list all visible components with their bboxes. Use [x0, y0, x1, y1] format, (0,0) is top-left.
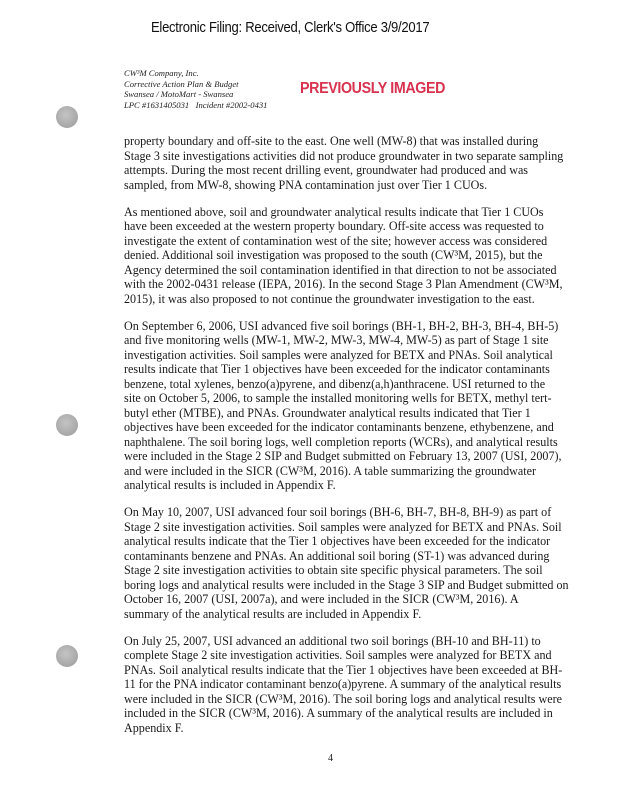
text-line: On September 6, 2006, USI advanced five soil borings (BH-1, BH-2, BH-3, BH-4, BH-5) — [124, 318, 559, 333]
header-line: CW³M Company, Inc. — [124, 68, 199, 78]
text-line: benzene, total xylenes, benzo(a)pyrene, and dibenz(a,h)anthracene. USI returned to the — [124, 376, 546, 391]
text-line: attempts. During the most recent drilling event, groundwater had produced and was — [124, 163, 529, 177]
text-line: On July 25, 2007, USI advanced an additional two soil borings (BH-10 and BH-11) to — [124, 633, 541, 648]
text-line: 11 for the PNA indicator contaminant benzo(a)pyrene. A summary of the analytical results — [124, 677, 562, 691]
paragraph — [124, 318, 562, 493]
header-line: LPC #1631405031 Incident #2002-0431 — [124, 99, 268, 110]
text-line: contaminants benzene and PNAs. An additional soil boring (ST-1) was advanced during — [124, 548, 550, 563]
text-line: objectives have been exceeded for the indicator contaminants benzene, ethybenzene, and — [124, 420, 554, 434]
text-line: As mentioned above, soil and groundwater analytical results indicate that Tier 1 CUOs — [124, 204, 544, 219]
text-line: were included in the SICR (CW³M, 2016). The soil boring logs and analytical results were — [124, 691, 563, 706]
text-line: analytical results is included in Appendix F. — [124, 478, 336, 492]
text-line: boring logs and analytical results were included in the Stage 3 SIP and Budget submitted on — [124, 577, 569, 592]
punch-hole — [56, 106, 78, 128]
header-line: Corrective Action Plan & Budget — [124, 78, 239, 89]
punch-hole — [56, 414, 78, 436]
text-line: and were included in the SICR (CW³M, 2016). A table summarizing the groundwater — [124, 463, 537, 478]
text-line: Appendix F. — [124, 720, 184, 735]
text-line: were included in the Stage 2 SIP and Budget submitted on February 13, 2007 (USI, 2007), — [124, 449, 562, 463]
text-line: denied. Additional soil investigation was proposed to the south (CW³M, 2015), but the — [124, 248, 543, 262]
paragraph — [124, 134, 564, 192]
text-line: Stage 3 site investigations activities did not produce groundwater in two separate sampling — [124, 148, 564, 163]
paragraph — [124, 633, 563, 736]
header-line: Swansea / MotoMart - Swansea — [124, 89, 234, 100]
filing-banner: Electronic Filing: Received, Clerk's Office 3/9/2017 — [151, 20, 430, 36]
previously-imaged-stamp: PREVIOUSLY IMAGED — [300, 80, 446, 97]
text-line: Stage 2 site investigation activities. Soil samples were analyzed for BETX and PNAs. Soil — [124, 519, 562, 534]
text-line: property boundary and off-site to the east. One well (MW-8) that was installed during — [124, 134, 539, 148]
text-line: naphthalene. The soil boring logs, well completion reports (WCRs), and analytical results — [124, 434, 558, 449]
text-line: Agency determined the soil contamination identified in that direction to not be associated — [124, 262, 557, 277]
text-line: results indicate that Tier 1 objectives have been exceeded for the indicator contaminants — [124, 362, 550, 376]
document-body — [124, 134, 569, 748]
text-line: PNAs. Soil analytical results indicate that the Tier 1 objectives have been exceeded at BH- — [124, 662, 563, 677]
text-line: investigation activities. Soil samples were analyzed for BETX and PNAs. Soil analytical — [124, 347, 553, 362]
text-line: On May 10, 2007, USI advanced four soil borings (BH-6, BH-7, BH-8, BH-9) as part of — [124, 505, 552, 519]
text-line: sampled, from MW-8, showing PNA contamination just over Tier 1 CUOs. — [124, 177, 488, 192]
text-line: with the 2002-0431 release (IEPA, 2016). In the second Stage 3 Plan Amendment (CW³M, — [124, 277, 563, 291]
text-line: and five monitoring wells (MW-1, MW-2, MW-3, MW-4, MW-5) as part of Stage 1 site — [124, 333, 549, 347]
text-line: 2015), it was also proposed to not continue the groundwater investigation to the east. — [124, 291, 535, 306]
text-line: investigate the extent of contamination west of the site; however access was considered — [124, 233, 548, 248]
text-line: complete Stage 2 site investigation activities. Soil samples were analyzed for BETX and — [124, 648, 552, 662]
text-line: October 16, 2007 (USI, 2007a), and were included in the SICR (CW³M, 2016). A — [124, 592, 519, 606]
document-header — [124, 68, 267, 110]
text-line: butyl ether (MTBE), and PNAs. Groundwater analytical results indicated that Tier 1 — [124, 405, 531, 420]
text-line: Stage 2 site investigation activities to obtain site specific physical parameters. The soil — [124, 563, 543, 577]
text-line: included in the SICR (CW³M, 2016). A summary of the analytical results are included in — [124, 706, 553, 720]
punch-hole — [56, 645, 78, 667]
text-line: have been exceeded at the western property boundary. Off-site access was requested to — [124, 219, 544, 233]
text-line: summary of the analytical results are included in Appendix F. — [124, 606, 422, 621]
paragraph — [124, 204, 563, 307]
text-line: analytical results indicate that the Tier 1 objectives have been exceeded for the indicator — [124, 534, 551, 548]
page-number: 4 — [328, 753, 333, 764]
text-line: site on October 5, 2006, to sample the installed monitoring wells for BETX, methyl tert- — [124, 391, 552, 405]
paragraph — [124, 505, 569, 621]
